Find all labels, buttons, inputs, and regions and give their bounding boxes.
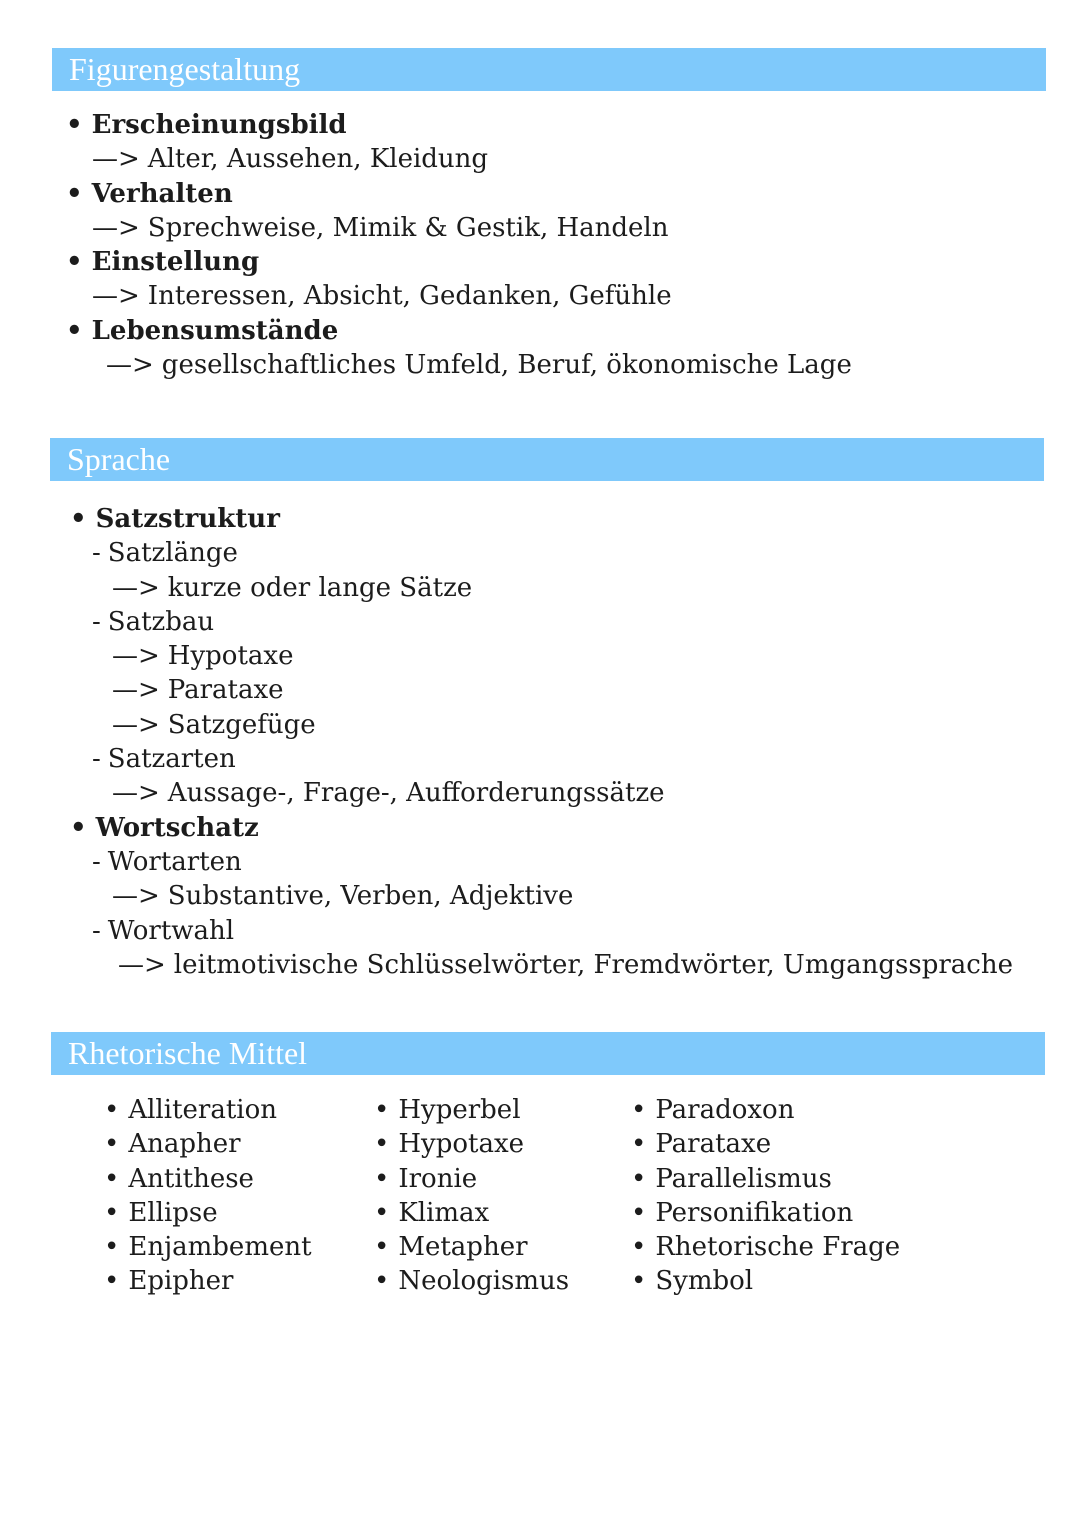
- list-item: [104, 1196, 312, 1230]
- arrow-icon: —>: [112, 675, 160, 706]
- item-label: Parataxe: [655, 1129, 772, 1160]
- sub-item: [70, 605, 1013, 639]
- sub-item-label: Satzarten: [107, 744, 236, 775]
- list-item: [631, 1264, 900, 1298]
- list-item: [374, 1093, 569, 1127]
- detail-text: Parataxe: [167, 675, 284, 706]
- rhetorik-column-3: [631, 1093, 900, 1299]
- bullet-icon: •: [374, 1232, 390, 1263]
- list-item: [66, 108, 852, 142]
- list-item: [631, 1162, 900, 1196]
- list-item: [374, 1230, 569, 1264]
- item-detail: [66, 279, 852, 313]
- bullet-icon: •: [66, 315, 83, 346]
- list-item: [104, 1093, 312, 1127]
- item-label: Ironie: [398, 1163, 478, 1194]
- sub-item-label: Satzbau: [107, 606, 215, 637]
- bullet-icon: •: [631, 1163, 647, 1194]
- sub-item: [70, 536, 1013, 570]
- dash-icon: -: [92, 538, 101, 569]
- bullet-icon: •: [66, 178, 83, 209]
- item-label: Epipher: [128, 1266, 234, 1297]
- detail-text: Aussage-, Frage-, Aufforderungssätze: [167, 778, 665, 809]
- dash-icon: -: [92, 606, 101, 637]
- bullet-icon: •: [374, 1197, 390, 1228]
- item-detail: [66, 142, 852, 176]
- detail-text: Hypotaxe: [167, 641, 294, 672]
- bullet-icon: •: [104, 1197, 120, 1228]
- item-label: Ellipse: [128, 1197, 218, 1228]
- item-label: Satzstruktur: [95, 504, 280, 534]
- list-item: [631, 1196, 900, 1230]
- item-label: Paradoxon: [655, 1095, 795, 1125]
- arrow-icon: —>: [92, 212, 140, 243]
- item-label: Personifikation: [655, 1197, 854, 1228]
- rhetorik-column-2: [374, 1093, 569, 1299]
- bullet-icon: •: [104, 1232, 120, 1263]
- item-label: Hyperbel: [398, 1095, 521, 1125]
- bullet-icon: •: [66, 110, 83, 140]
- item-label: Wortschatz: [95, 812, 259, 843]
- bullet-icon: •: [631, 1197, 647, 1228]
- list-item: [374, 1162, 569, 1196]
- arrow-icon: —>: [112, 709, 160, 740]
- item-label: Neologismus: [398, 1266, 570, 1297]
- bullet-icon: •: [374, 1163, 390, 1194]
- list-item: [66, 177, 852, 211]
- list-item: [66, 245, 852, 279]
- list-item: [104, 1230, 312, 1264]
- list-item: [631, 1127, 900, 1161]
- bullet-icon: •: [631, 1266, 647, 1297]
- item-label: Rhetorische Frage: [655, 1232, 901, 1263]
- list-item: [104, 1162, 312, 1196]
- list-item: [374, 1127, 569, 1161]
- sprache-list: [70, 502, 1013, 982]
- arrow-icon: —>: [112, 778, 160, 809]
- bullet-icon: •: [70, 504, 87, 534]
- detail-text: Alter, Aussehen, Kleidung: [147, 144, 489, 175]
- dash-icon: -: [92, 915, 101, 946]
- section-header-figurengestaltung: [52, 48, 1046, 91]
- bullet-icon: •: [104, 1266, 120, 1297]
- section-title: Figurengestaltung: [69, 51, 301, 87]
- arrow-icon: —>: [112, 881, 160, 912]
- item-label: Metapher: [398, 1232, 528, 1263]
- bullet-icon: •: [374, 1129, 390, 1160]
- list-item: [66, 314, 852, 348]
- item-detail: [70, 776, 1013, 810]
- bullet-icon: •: [104, 1095, 120, 1125]
- bullet-icon: •: [70, 812, 87, 843]
- item-label: Einstellung: [91, 247, 260, 278]
- figurengestaltung-list: [66, 108, 852, 382]
- bullet-icon: •: [374, 1266, 390, 1297]
- item-detail: [70, 948, 1013, 982]
- detail-text: Substantive, Verben, Adjektive: [167, 881, 574, 912]
- item-label: Anapher: [128, 1129, 241, 1160]
- arrow-icon: —>: [92, 144, 140, 175]
- list-item: [374, 1264, 569, 1298]
- detail-text: gesellschaftliches Umfeld, Beruf, ökonomische Lage: [161, 350, 852, 381]
- section-header-rhetorische-mittel: [51, 1032, 1045, 1075]
- item-label: Hypotaxe: [398, 1129, 525, 1160]
- item-label: Symbol: [655, 1266, 754, 1297]
- item-label: Verhalten: [91, 178, 233, 209]
- item-label: Lebensumstände: [91, 315, 339, 346]
- list-item: [70, 811, 1013, 845]
- item-detail: [66, 211, 852, 245]
- item-label: Erscheinungsbild: [91, 110, 347, 140]
- bullet-icon: •: [104, 1163, 120, 1194]
- rhetorik-column-1: [104, 1093, 312, 1299]
- bullet-icon: •: [66, 247, 83, 278]
- arrow-icon: —>: [112, 572, 160, 603]
- item-detail: [70, 879, 1013, 913]
- sub-item-label: Wortarten: [107, 846, 242, 877]
- sub-item: [70, 914, 1013, 948]
- item-detail: [70, 639, 1013, 673]
- detail-text: Satzgefüge: [167, 709, 316, 740]
- dash-icon: -: [92, 846, 101, 877]
- bullet-icon: •: [631, 1232, 647, 1263]
- detail-text: leitmotivische Schlüsselwörter, Fremdwörter, Umgangssprache: [173, 949, 1013, 980]
- sub-item-label: Wortwahl: [107, 915, 235, 946]
- section-title: Rhetorische Mittel: [68, 1035, 308, 1071]
- arrow-icon: —>: [112, 641, 160, 672]
- list-item: [70, 502, 1013, 536]
- list-item: [374, 1196, 569, 1230]
- bullet-icon: •: [631, 1129, 647, 1160]
- list-item: [104, 1264, 312, 1298]
- detail-text: Sprechweise, Mimik & Gestik, Handeln: [147, 212, 669, 243]
- list-item: [104, 1127, 312, 1161]
- bullet-icon: •: [374, 1095, 390, 1125]
- item-label: Antithese: [128, 1163, 254, 1194]
- bullet-icon: •: [104, 1129, 120, 1160]
- arrow-icon: —>: [106, 350, 154, 381]
- item-label: Klimax: [398, 1197, 490, 1228]
- item-detail: [70, 673, 1013, 707]
- arrow-icon: —>: [118, 949, 166, 980]
- item-label: Enjambement: [128, 1232, 312, 1263]
- item-detail: [66, 348, 852, 382]
- section-title: Sprache: [67, 441, 171, 477]
- item-label: Parallelismus: [655, 1163, 832, 1194]
- sub-item: [70, 845, 1013, 879]
- list-item: [631, 1230, 900, 1264]
- sub-item: [70, 742, 1013, 776]
- item-label: Alliteration: [128, 1095, 277, 1125]
- bullet-icon: •: [631, 1095, 647, 1125]
- detail-text: Interessen, Absicht, Gedanken, Gefühle: [147, 281, 672, 312]
- item-detail: [70, 571, 1013, 605]
- list-item: [631, 1093, 900, 1127]
- arrow-icon: —>: [92, 281, 140, 312]
- detail-text: kurze oder lange Sätze: [167, 572, 473, 603]
- item-detail: [70, 708, 1013, 742]
- dash-icon: -: [92, 744, 101, 775]
- sub-item-label: Satzlänge: [107, 538, 238, 569]
- section-header-sprache: [50, 438, 1044, 481]
